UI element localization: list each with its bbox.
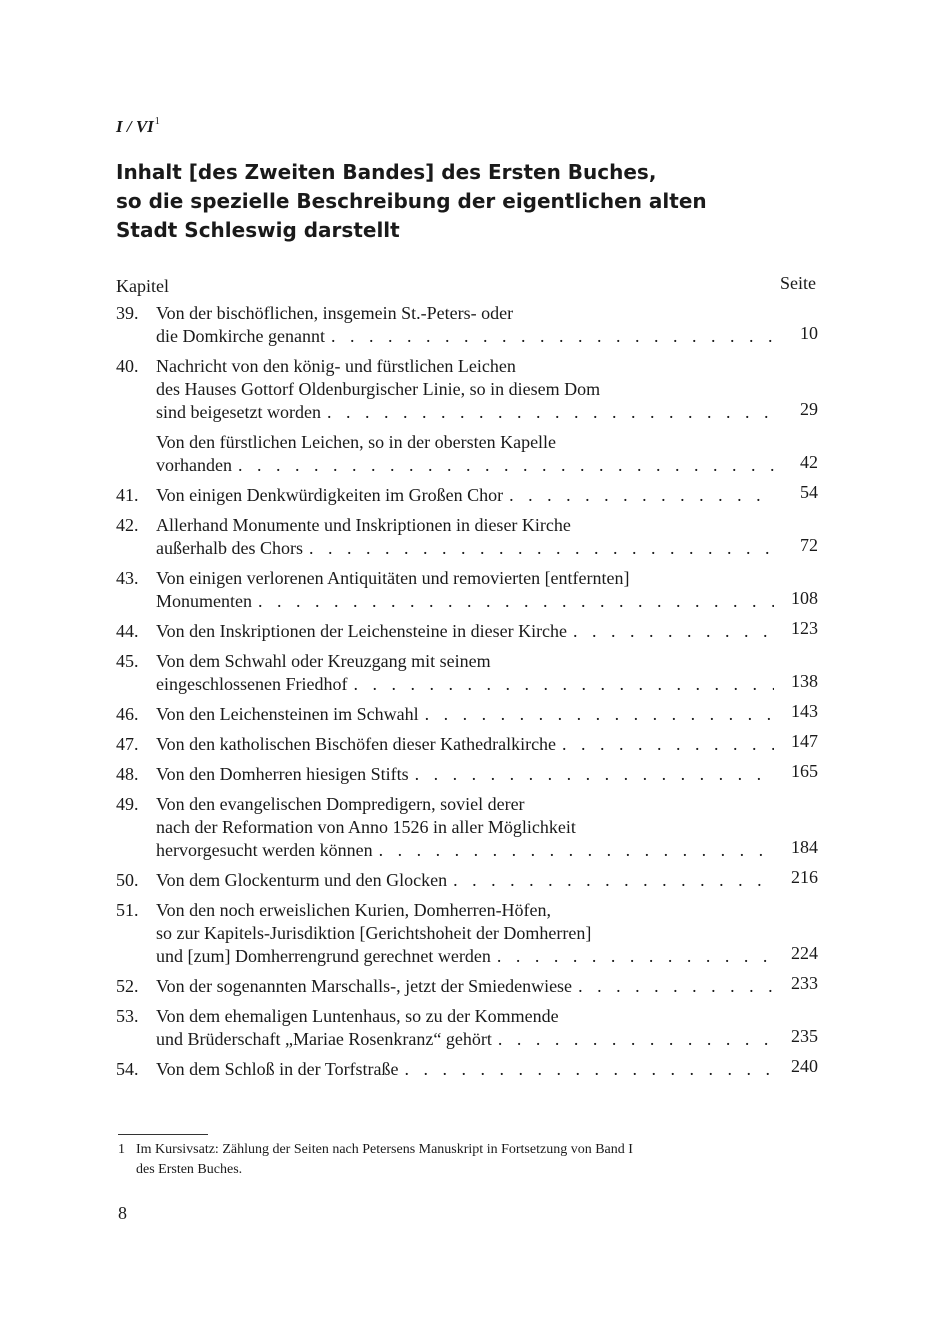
footnote-number: 1 [118,1142,125,1157]
chapter-number: 53. [116,1006,139,1026]
entry-title-line: Von den evangelischen Dompredigern, soviel derer [156,794,525,814]
entry-title-line: Von den fürstlichen Leichen, so in der obersten Kapelle [156,432,557,452]
page-ref: 216 [791,867,818,887]
page-ref: 184 [791,837,818,857]
footnote [118,1140,778,1180]
chapter-number: 43. [116,568,139,588]
chapter-number: 44. [116,621,139,641]
toc-entry [116,620,818,643]
page-ref: 143 [791,701,818,721]
table-of-contents [116,302,818,1088]
dot-leader [331,325,774,348]
page-ref: 224 [791,943,818,963]
toc-entry [116,733,818,756]
dot-leader [327,401,774,424]
title-line-3: Stadt Schleswig darstellt [116,218,400,242]
page-ref: 29 [800,399,818,419]
chapter-number: 51. [116,900,139,920]
dot-leader [238,454,774,477]
entry-title-line: vorhanden [156,455,232,475]
footnote-line-2: des Ersten Buches. [136,1162,243,1177]
page-number: 8 [118,1203,127,1223]
chapter-number: 54. [116,1059,139,1079]
dot-leader [425,703,774,726]
toc-entry [116,793,818,862]
chapter-number: 42. [116,515,139,535]
dot-leader [353,673,774,696]
page-ref: 42 [800,452,818,472]
chapter-number: 50. [116,870,139,890]
toc-entry [116,1058,818,1081]
entry-title-line: Von einigen Denkwürdigkeiten im Großen Chor [156,485,504,505]
page-ref: 138 [791,671,818,691]
title-line-2: so die spezielle Beschreibung der eigentlichen alten [116,189,707,213]
entry-title-line: Von den Inskriptionen der Leichensteine in dieser Kirche [156,621,568,641]
chapter-number: 41. [116,485,139,505]
entry-title-line: Von dem ehemaligen Luntenhaus, so zu der Kommende [156,1006,559,1026]
page-ref: 54 [800,482,818,502]
toc-entry [116,484,818,507]
page-ref: 123 [791,618,818,638]
entry-title-line: Von den Leichensteinen im Schwahl [156,704,419,724]
entry-title-line: Von der bischöflichen, insgemein St.-Peters- oder [156,303,514,323]
chapter-number: 39. [116,303,139,323]
entry-title-line: Nachricht von den könig- und fürstlichen Leichen [156,356,516,376]
toc-entry [116,567,818,613]
entry-title-line: Monumenten [156,591,252,611]
toc-entry [116,975,818,998]
footnote-reference: 1 [154,116,160,127]
page-ref: 235 [791,1026,818,1046]
dot-leader [578,975,774,998]
entry-title-line: Von dem Schloß in der Torfstraße [156,1059,399,1079]
page-ref: 108 [791,588,818,608]
entry-title-line: so zur Kapitels-Jurisdiktion [Gerichtshoheit der Domherren] [156,923,592,943]
page-ref: 165 [791,761,818,781]
dot-leader [453,869,774,892]
entry-title-line: hervorgesucht werden können [156,840,373,860]
chapter-number: 47. [116,734,139,754]
entry-title-line: sind beigesetzt worden [156,402,321,422]
toc-entry [116,1005,818,1051]
dot-leader [258,590,774,613]
chapter-number: 52. [116,976,139,996]
page-ref: 147 [791,731,818,751]
toc-entry [116,355,818,424]
entry-title-line: Von dem Glockenturm und den Glocken [156,870,448,890]
toc-entry [116,514,818,560]
folio-marker [116,116,160,137]
page-ref: 72 [800,535,818,555]
entry-title-line: des Hauses Gottorf Oldenburgischer Linie, so in diesem Dom [156,379,601,399]
chapter-number: 48. [116,764,139,784]
footnote-line-1: Im Kursivsatz: Zählung der Seiten nach Petersens Manuskript in Fortsetzung von Band I [136,1142,633,1157]
dot-leader [573,620,774,643]
dot-leader [405,1058,774,1081]
entry-title-line: Von der sogenannten Marschalls-, jetzt der Smiedenwiese [156,976,573,996]
entry-title-line: Von den Domherren hiesigen Stifts [156,764,409,784]
toc-entry [116,703,818,726]
entry-title-line: die Domkirche genannt [156,326,325,346]
chapter-column-header: Kapitel [116,276,169,296]
dot-leader [562,733,774,756]
entry-title-line: Von den noch erweislichen Kurien, Domherren-Höfen, [156,900,552,920]
entry-title-line: und Brüderschaft „Mariae Rosenkranz“ gehört [156,1029,492,1049]
title-line-1: Inhalt [des Zweiten Bandes] des Ersten Buches, [116,160,657,184]
chapter-number: 49. [116,794,139,814]
entry-title-line: Allerhand Monumente und Inskriptionen in dieser Kirche [156,515,571,535]
entry-title-line: Von den katholischen Bischöfen dieser Kathedralkirche [156,734,557,754]
toc-entry [116,302,818,348]
entry-title-line: eingeschlossenen Friedhof [156,674,348,694]
dot-leader [379,839,774,862]
toc-entry [116,763,818,786]
footnote-divider [118,1134,208,1135]
folio-text: I / VI [116,117,154,136]
toc-entry [116,650,818,696]
page-column-header: Seite [780,273,816,293]
chapter-number: 46. [116,704,139,724]
dot-leader [309,537,774,560]
dot-leader [415,763,774,786]
page-ref: 10 [800,323,818,343]
entry-title-line: und [zum] Domherrengrund gerechnet werden [156,946,491,966]
toc-entry [116,899,818,968]
toc-entry [116,431,818,477]
dot-leader [509,484,774,507]
entry-title-line: Von einigen verlorenen Antiquitäten und removierten [entfernten] [156,568,630,588]
dot-leader [498,1028,774,1051]
toc-entry [116,869,818,892]
page-ref: 240 [791,1056,818,1076]
entry-title-line: außerhalb des Chors [156,538,303,558]
entry-title-line: nach der Reformation von Anno 1526 in aller Möglichkeit [156,817,576,837]
chapter-number: 45. [116,651,139,671]
page-ref: 233 [791,973,818,993]
chapter-number: 40. [116,356,139,376]
dot-leader [497,945,774,968]
page-title [116,158,756,245]
entry-title-line: Von dem Schwahl oder Kreuzgang mit seinem [156,651,491,671]
